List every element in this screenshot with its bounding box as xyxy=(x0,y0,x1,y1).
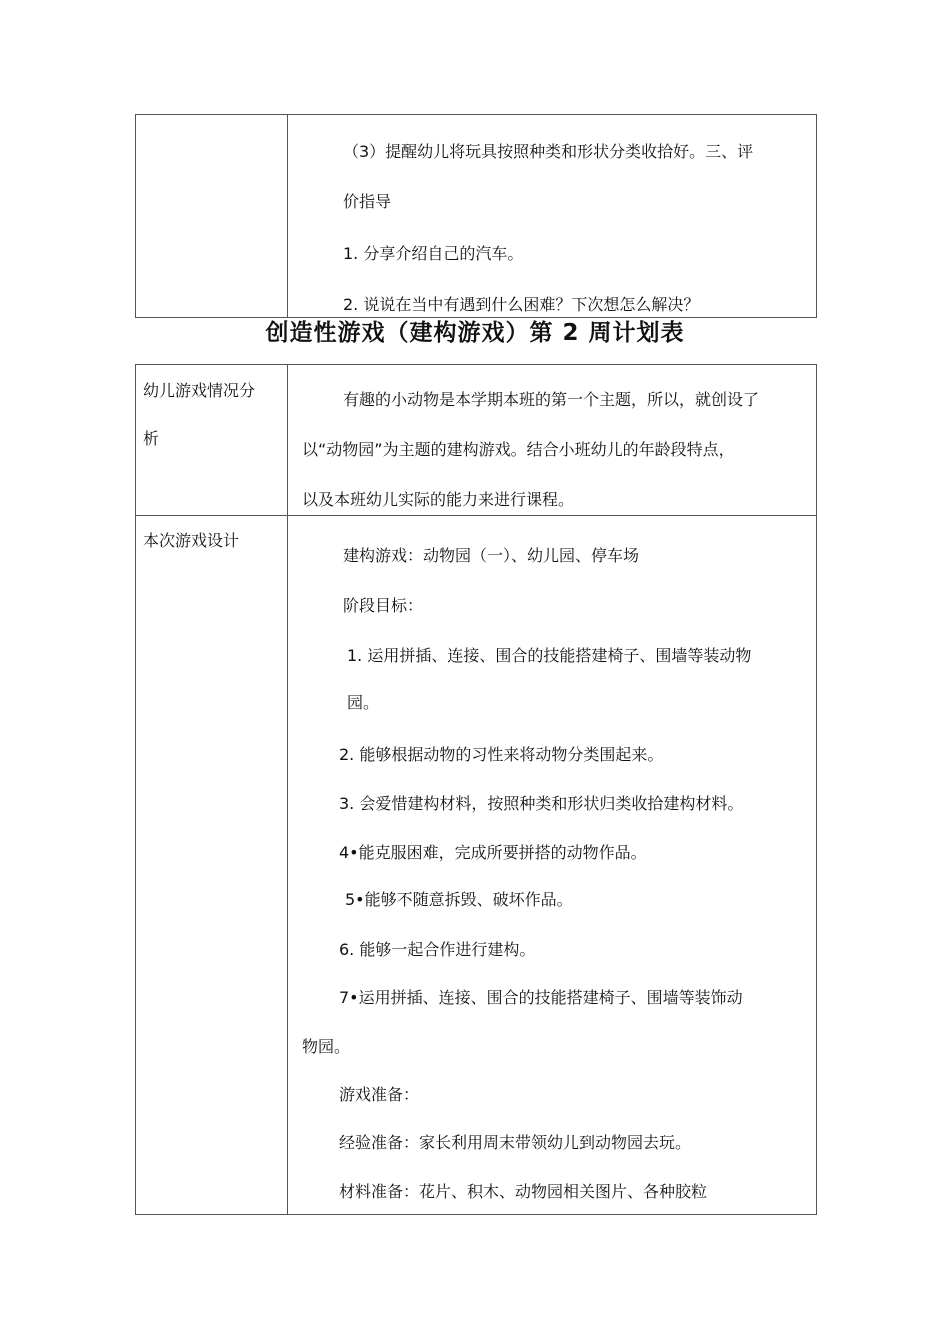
design-line-1: 建构游戏：动物园（一）、幼儿园、停车场 xyxy=(343,546,640,565)
top-line-4: 2. 说说在当中有遇到什么困难？下次想怎么解决？ xyxy=(343,295,700,314)
design-line-12: 游戏准备： xyxy=(339,1085,420,1104)
design-line-7: 4•能克服困难，完成所要拼搭的动物作品。 xyxy=(339,843,647,862)
design-line-10: 7•运用拼插、连接、围合的技能搭建椅子、围墙等装饰动 xyxy=(339,988,743,1007)
plan-table-row-divider xyxy=(135,515,817,516)
page-title: 创造性游戏（建构游戏）第 2 周计划表 xyxy=(265,320,685,346)
top-line-3: 1. 分享介绍自己的汽车。 xyxy=(343,244,524,263)
analysis-content-line-3: 以及本班幼儿实际的能力来进行课程。 xyxy=(302,490,575,509)
analysis-label-line-1: 幼儿游戏情况分 xyxy=(143,381,256,400)
design-line-2: 阶段目标： xyxy=(343,596,424,615)
design-line-13: 经验准备：家长利用周末带领幼儿到动物园去玩。 xyxy=(339,1133,692,1152)
analysis-content-line-2: 以“动物园”为主题的建构游戏。结合小班幼儿的年龄段特点， xyxy=(302,440,735,459)
design-line-9: 6. 能够一起合作进行建构。 xyxy=(339,940,536,959)
design-line-11: 物园。 xyxy=(302,1037,351,1056)
analysis-label-line-2: 析 xyxy=(143,429,160,448)
analysis-content-line-1: 有趣的小动物是本学期本班的第一个主题，所以，就创设了 xyxy=(343,390,760,409)
plan-table-divider xyxy=(287,364,288,1215)
top-line-1: （3）提醒幼儿将玩具按照种类和形状分类收拾好。三、评 xyxy=(343,142,754,161)
design-label: 本次游戏设计 xyxy=(143,531,240,550)
design-line-14: 材料准备：花片、积木、动物园相关图片、各种胶粒 xyxy=(339,1182,708,1201)
design-line-6: 3. 会爱惜建构材料，按照种类和形状归类收拾建构材料。 xyxy=(339,794,744,813)
top-table-divider xyxy=(287,114,288,318)
design-line-3: 1. 运用拼插、连接、围合的技能搭建椅子、围墙等装动物 xyxy=(347,646,752,665)
design-line-5: 2. 能够根据动物的习性来将动物分类围起来。 xyxy=(339,745,664,764)
design-line-8: 5•能够不随意拆毁、破坏作品。 xyxy=(345,890,573,909)
design-line-4: 园。 xyxy=(347,693,380,712)
top-line-2: 价指导 xyxy=(343,192,392,211)
